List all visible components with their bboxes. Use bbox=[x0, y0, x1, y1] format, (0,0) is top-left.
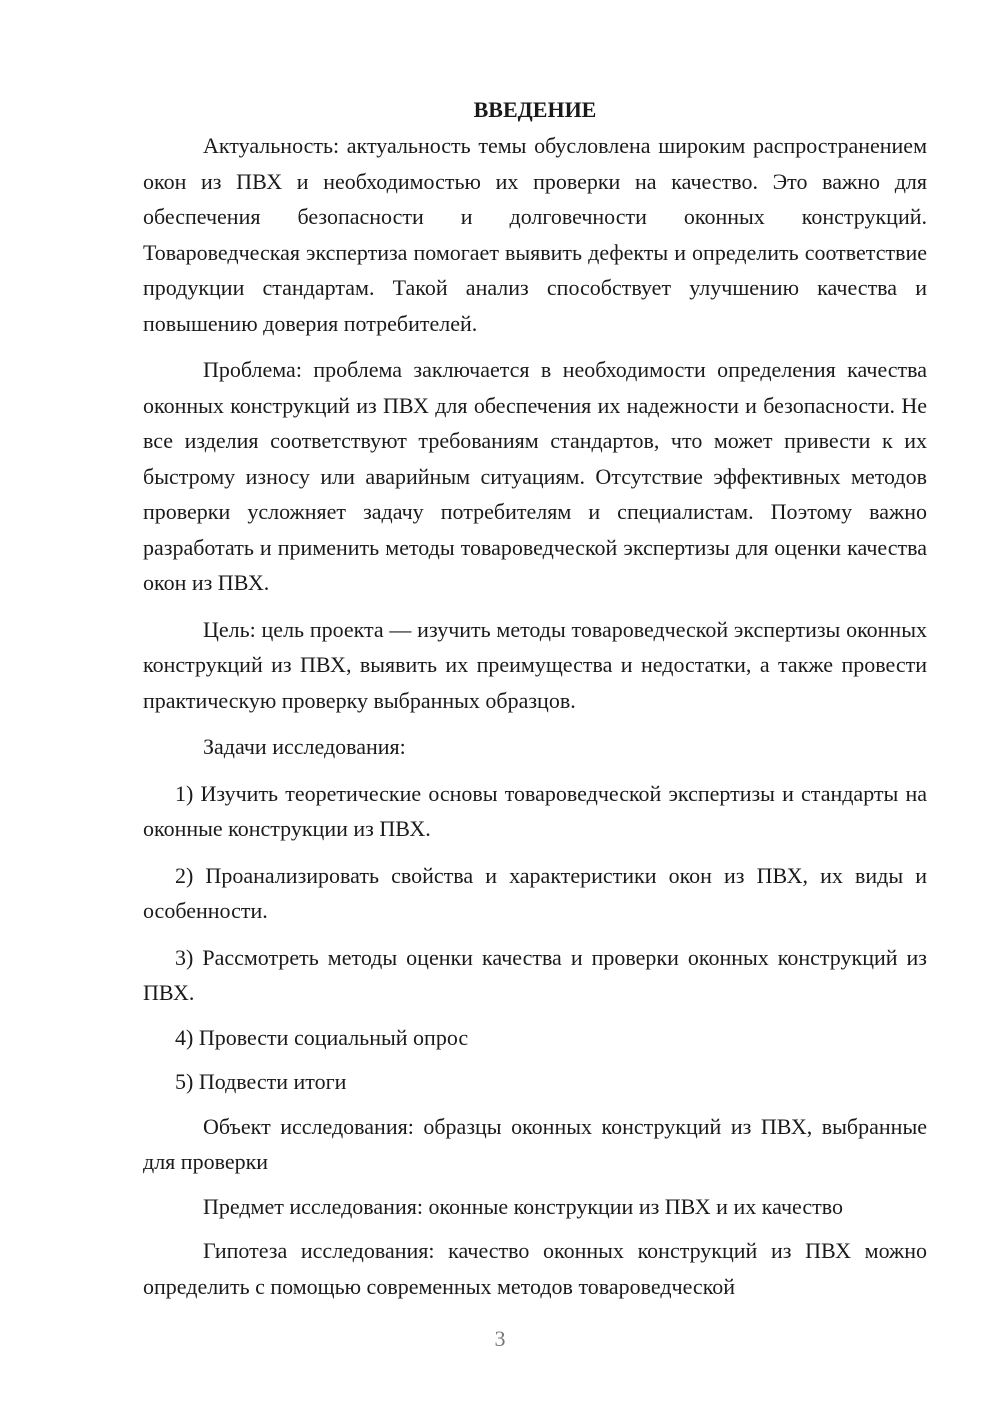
task-item-1: 1) Изучить теоретические основы товароведческой экспертизы и стандарты на оконные конструкции из ПВХ. bbox=[143, 780, 927, 841]
spacer bbox=[143, 341, 927, 352]
paragraph-problem: Проблема: проблема заключается в необходимости определения качества оконных конструкций из ПВХ для обеспечения их надежности и безопасности. Не все изделия соответствуют требованиям стандартов, что может привести к их быстрому износу или аварийным ситуациям. Отсутствие эффективных методов проверки усложняет задачу потребителям и специалистам. Поэтому важно разработать и применить методы товароведческой экспертизы для оценки качества окон из ПВХ. bbox=[143, 357, 927, 595]
spacer bbox=[143, 929, 927, 940]
paragraph-tasks-intro: Задачи исследования: bbox=[203, 734, 406, 759]
paragraph-hypothesis: Гипотеза исследования: качество оконных конструкций из ПВХ можно определить с помощью современных методов товароведческой bbox=[143, 1238, 927, 1299]
spacer bbox=[143, 1100, 927, 1109]
spacer bbox=[143, 1224, 927, 1233]
section-heading: ВВЕДЕНИЕ bbox=[473, 97, 597, 122]
spacer bbox=[143, 847, 927, 858]
task-item-4: 4) Провести социальный опрос bbox=[175, 1024, 469, 1050]
spacer bbox=[143, 1011, 927, 1020]
spacer bbox=[143, 718, 927, 729]
paragraph-goal: Цель: цель проекта — изучить методы товароведческой экспертизы оконных конструкций из ПВХ, выявить их преимущества и недостатки, а также провести практическую проверку выбранных образцов. bbox=[143, 616, 927, 713]
spacer bbox=[143, 1055, 927, 1064]
spacer bbox=[143, 765, 927, 776]
document-page bbox=[143, 92, 927, 1304]
spacer bbox=[143, 1180, 927, 1189]
task-item-2: 2) Проанализировать свойства и характеристики окон из ПВХ, их виды и особенности. bbox=[143, 862, 927, 923]
task-item-3: 3) Рассмотреть методы оценки качества и проверки оконных конструкций из ПВХ. bbox=[143, 944, 927, 1005]
page-number: 3 bbox=[494, 1326, 506, 1351]
paragraph-object: Объект исследования: образцы оконных конструкций из ПВХ, выбранные для проверки bbox=[143, 1113, 927, 1174]
spacer bbox=[143, 601, 927, 612]
paragraph-subject: Предмет исследования: оконные конструкции из ПВХ и их качество bbox=[203, 1193, 843, 1219]
paragraph-relevance: Актуальность: актуальность темы обусловлена широким распространением окон из ПВХ и необходимостью их проверки на качество. Это важно для обеспечения безопасности и долговечности оконных конструкций. Товароведческая экспертиза помогает выявить дефекты и определить соответствие продукции стандартам. Такой анализ способствует улучшению качества и повышению доверия потребителей. bbox=[143, 133, 927, 336]
task-item-5: 5) Подвести итоги bbox=[175, 1069, 347, 1094]
